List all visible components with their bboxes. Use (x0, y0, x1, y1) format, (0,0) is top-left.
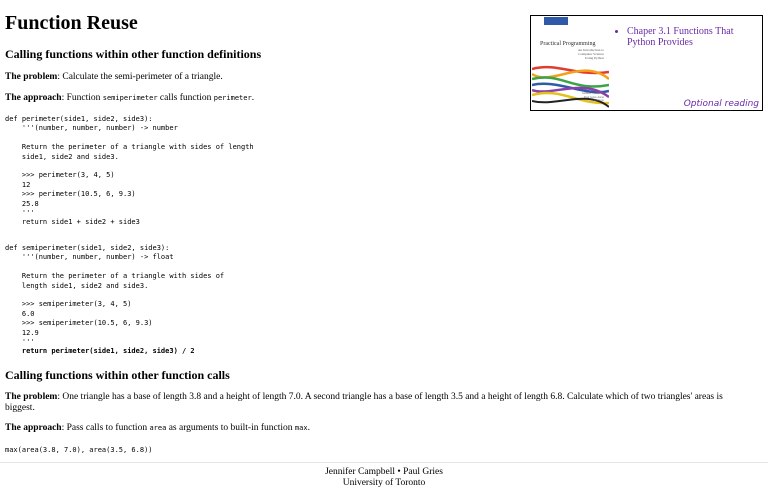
inline-code: area (149, 424, 167, 432)
reading-sidebar (530, 15, 763, 111)
problem-label: The problem (5, 72, 58, 82)
book-authors: Jennifer Campbell Paul Gries Jason Montojo (581, 91, 604, 103)
approach-text: : Pass calls to function (61, 423, 150, 433)
approach-text: calls function (157, 93, 214, 103)
footer (0, 462, 768, 489)
section-heading-definitions: Calling functions within other function definitions (5, 47, 262, 61)
inline-code: semiperimeter (102, 94, 158, 102)
code-block-perimeter: def perimeter(side1, side2, side3): '''(number, number, number) -> number Return the perimeter of a triangle with sides of length side1, side2 and side3. >>> perimeter(3, 4, 5) 12 >>> perimeter(10.5, 6, 9.3) 25.8 ''' return side1 + side2 + side3 (5, 115, 254, 227)
footer-institution: University of Toronto (342, 478, 426, 488)
approach-text: as arguments to built-in function (166, 423, 295, 433)
code-return-line: return perimeter(side1, side2, side3) / 2 (5, 347, 195, 355)
book-title: Practical Programming (540, 41, 596, 47)
inline-code: perimeter (213, 94, 252, 102)
inline-code: max (294, 424, 308, 432)
code-block-max: max(area(3.8, 7.0), area(3.5, 6.8)) (5, 446, 153, 454)
reading-list (617, 26, 762, 48)
approach-label: The approach (5, 93, 62, 103)
problem-text: : Calculate the semi-perimeter of a triangle. (57, 72, 223, 82)
approach-statement-2 (5, 423, 310, 434)
approach-text: : Function (61, 93, 103, 103)
problem-statement-1 (5, 72, 223, 83)
book-subtitle: An Introduction to Computer Science Using Python (577, 48, 604, 60)
footer-authors: Jennifer Campbell • Paul Gries (325, 467, 443, 477)
section-heading-calls: Calling functions within other function calls (5, 368, 230, 382)
approach-label: The approach (5, 423, 62, 433)
page-title: Function Reuse (5, 12, 138, 34)
approach-statement-1 (5, 93, 254, 104)
reading-link-chapter[interactable]: • Chaper 3.1 Functions That Python Provides (627, 26, 762, 48)
approach-text: . (307, 423, 310, 433)
book-cover-image[interactable] (532, 17, 609, 109)
problem-statement-2 (5, 392, 750, 414)
problem-text: : One triangle has a base of length 3.8 and a height of length 7.0. A second triangle has a base of length 3.5 and a height of length 6.8. Calculate which of two triangles' areas is biggest. (5, 392, 723, 413)
problem-label: The problem (5, 392, 58, 402)
approach-text: . (251, 93, 255, 103)
code-block-semiperimeter: def semiperimeter(side1, side2, side3): '''(number, number, number) -> float Return the perimeter of a triangle with sides of length side1, side2 and side3. >>> semiperimeter(3, 4, 5) 6.0 >>> semiperimeter(10.5, 6, 9.3) 12.9 ''' (5, 244, 225, 347)
optional-reading-label: Optional reading (683, 99, 759, 109)
